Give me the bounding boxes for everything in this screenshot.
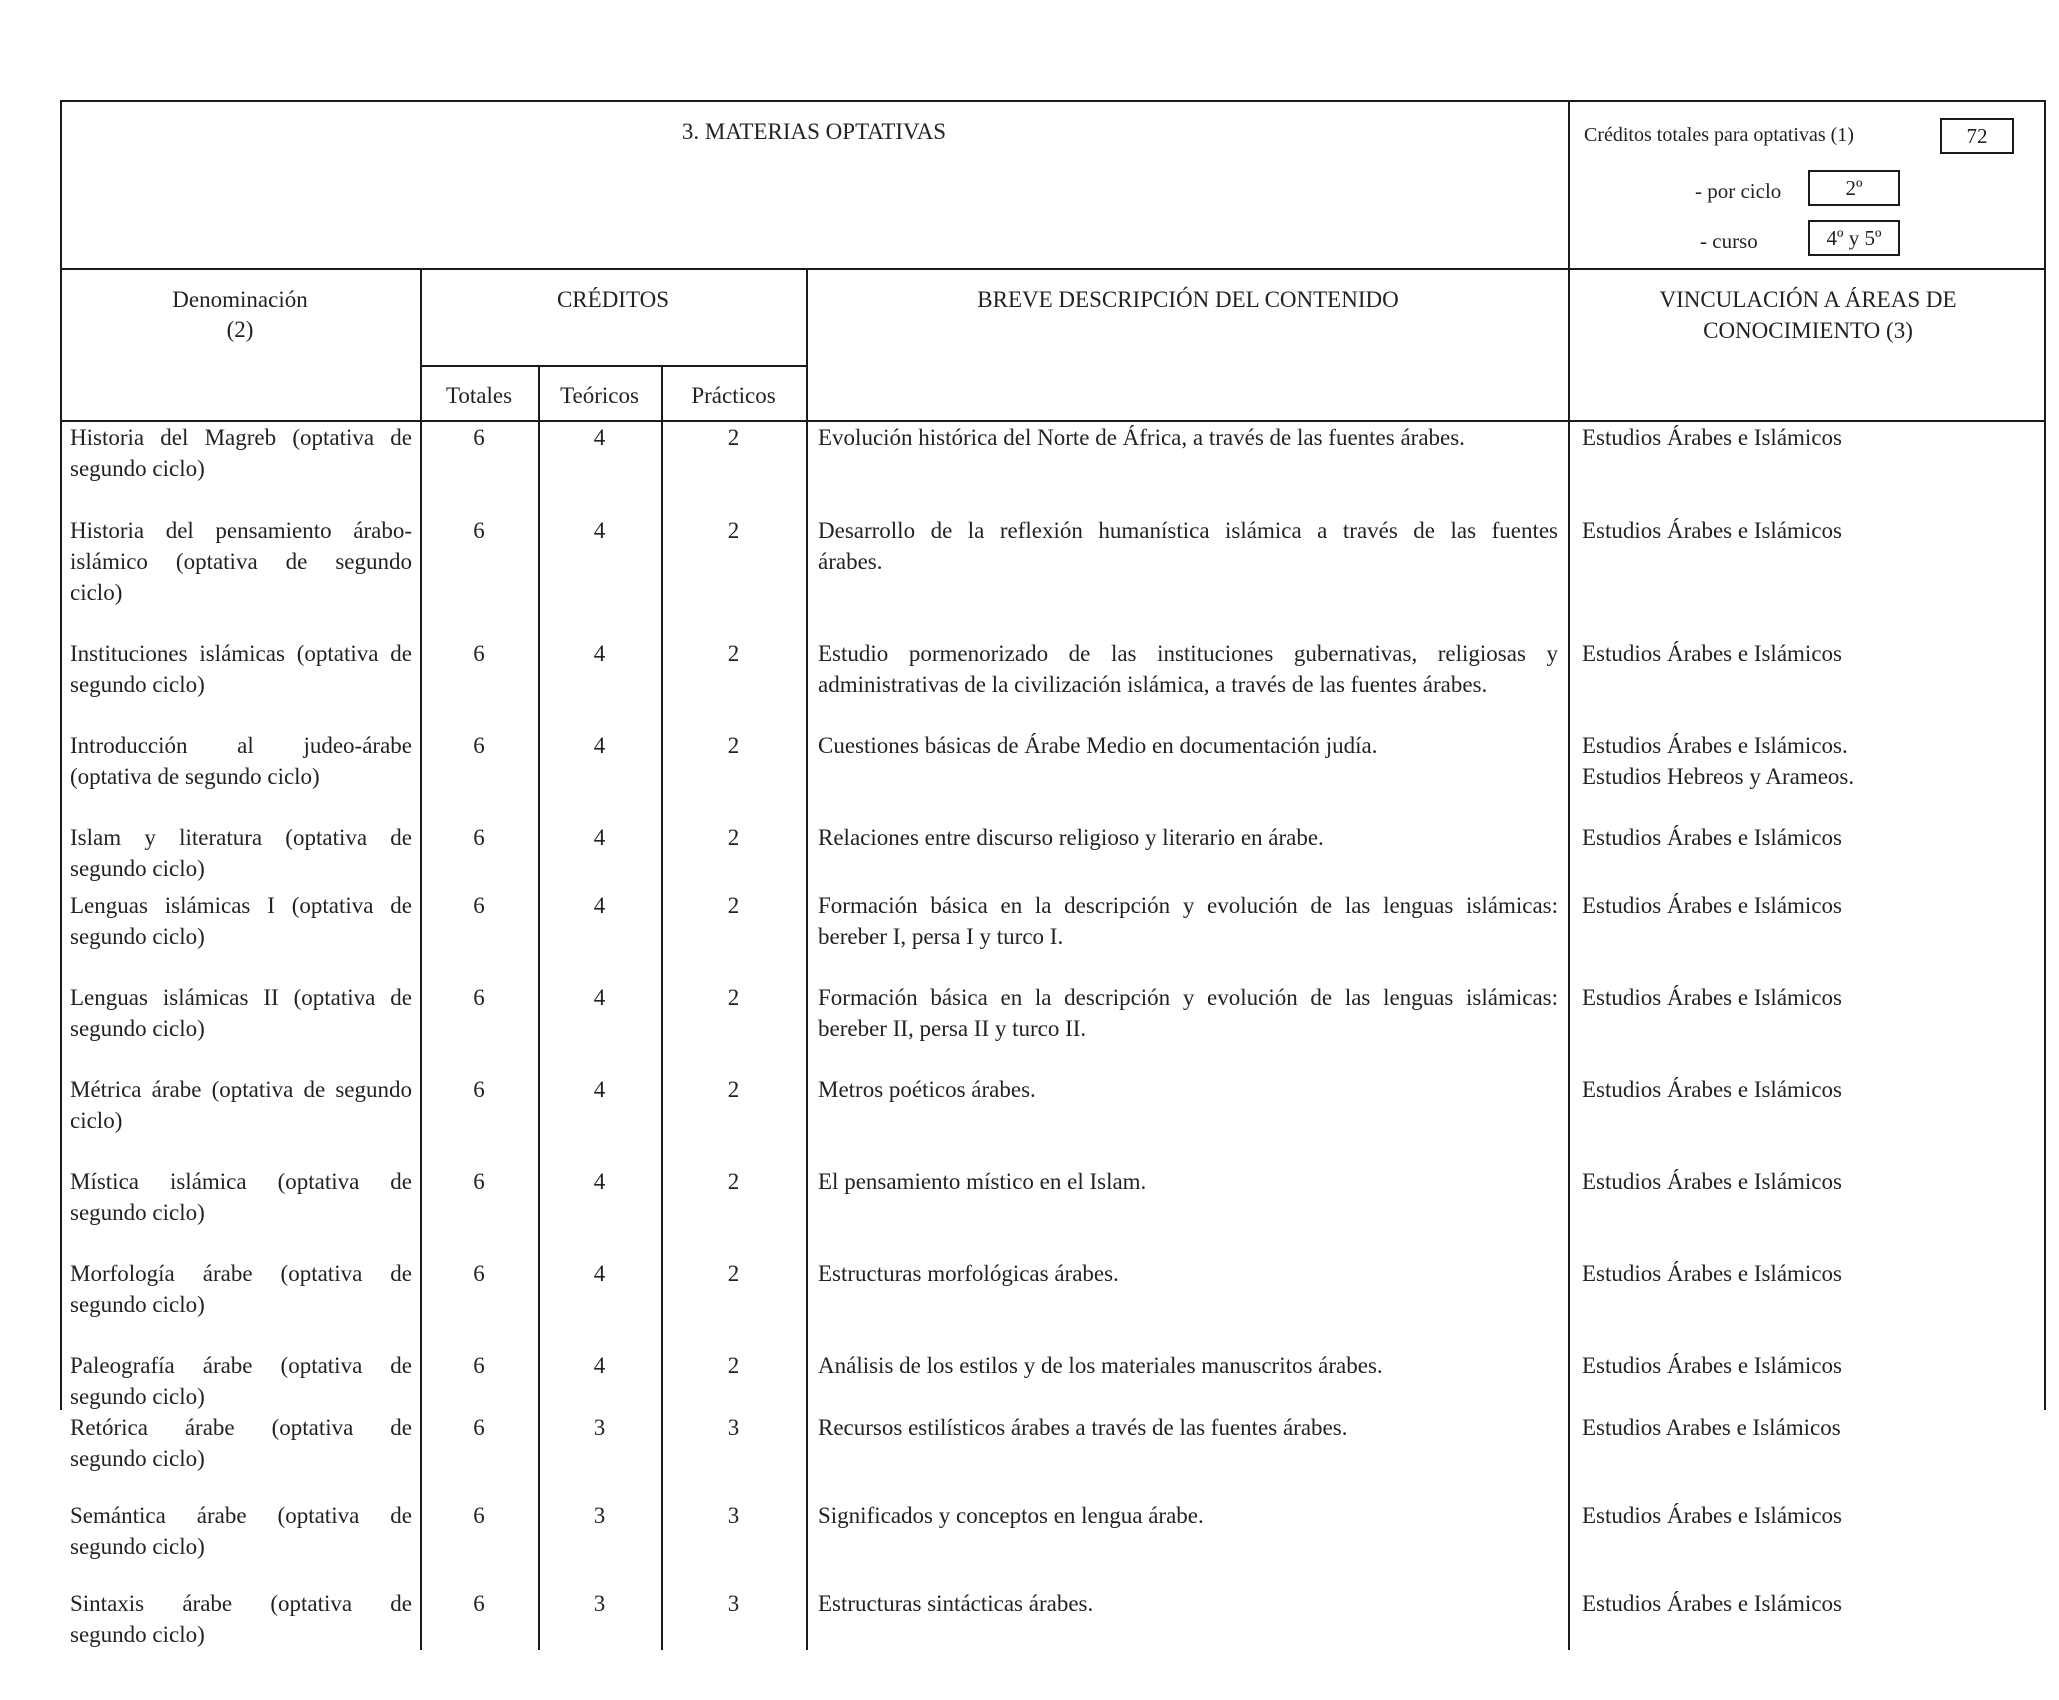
col-practicos: Prácticos [691,383,776,408]
row-denominacion-line: Retórica árabe (optativa de [70,1415,412,1440]
row-denominacion-line: segundo ciclo) [70,1446,205,1471]
row-denominacion-line: Métrica árabe (optativa de segundo [70,1077,412,1102]
row-area-line: Estudios Hebreos y Arameos. [1582,764,1855,789]
row-area-line: Estudios Árabes e Islámicos [1582,1591,1842,1616]
ciclo-value: 2º [1808,170,1900,206]
row-totales: 6 [473,985,485,1010]
row-teoricos: 4 [593,518,606,543]
row-area [1582,982,2032,1013]
row-denominacion-line: segundo ciclo) [70,1016,205,1041]
row-denominacion-line: Semántica árabe (optativa de [70,1503,412,1528]
row-area [1582,822,2032,853]
row-teoricos: 3 [593,1503,606,1528]
row-practicos: 3 [727,1591,740,1616]
row-descripcion-line: Estudio pormenorizado de las instituciones gubernativas, religiosas y [818,641,1558,666]
row-denominacion-line: Historia del pensamiento árabo- [70,518,412,543]
row-denominacion-line: segundo ciclo) [70,856,205,881]
subheader-divider [420,365,808,367]
row-descripcion-line: El pensamiento místico en el Islam. [818,1169,1147,1194]
row-totales: 6 [473,425,485,450]
row-practicos: 3 [727,1503,740,1528]
row-descripcion-line: árabes. [818,549,883,574]
row-descripcion [818,1166,1558,1197]
section-title: 3. MATERIAS OPTATIVAS [681,119,947,144]
row-area [1582,422,2032,453]
row-area-line: Estudios Árabes e Islámicos. [1582,733,1848,758]
row-area-line: Estudios Árabes e Islámicos [1582,425,1842,450]
col-denominacion-note: (2) [226,317,254,342]
row-denominacion [70,422,412,484]
row-practicos: 2 [727,825,740,850]
row-descripcion [818,1258,1558,1289]
row-denominacion-line: segundo ciclo) [70,672,205,697]
row-practicos: 2 [727,518,740,543]
row-teoricos: 3 [593,1415,606,1440]
row-denominacion-line: segundo ciclo) [70,1622,205,1647]
row-totales: 6 [473,1503,485,1528]
row-totales: 6 [473,518,485,543]
row-practicos: 3 [727,1415,740,1440]
row-denominacion-line: Morfología árabe (optativa de [70,1261,412,1286]
col-denominacion: Denominación [172,287,308,312]
row-denominacion-line: Paleografía árabe (optativa de [70,1353,412,1378]
credits-total-value: 72 [1940,118,2014,154]
row-totales: 6 [473,1591,485,1616]
row-descripcion-line: Análisis de los estilos y de los materiales manuscritos árabes. [818,1353,1383,1378]
row-teoricos: 4 [593,1169,606,1194]
row-teoricos: 4 [593,733,606,758]
row-practicos: 2 [727,641,740,666]
row-practicos: 2 [727,893,740,918]
row-denominacion-line: Lenguas islámicas I (optativa de [70,893,412,918]
row-teoricos: 4 [593,985,606,1010]
row-area [1582,1350,2032,1381]
row-area-line: Estudios Árabes e Islámicos [1582,985,1842,1010]
row-area-line: Estudios Árabes e Islámicos [1582,518,1842,543]
row-area [1582,1258,2032,1289]
row-denominacion [70,1350,412,1412]
row-descripcion-line: Relaciones entre discurso religioso y literario en árabe. [818,825,1324,850]
curso-label: - curso [1700,229,1758,253]
row-denominacion-line: (optativa de segundo ciclo) [70,764,320,789]
row-denominacion-line: ciclo) [70,580,123,605]
row-denominacion [70,1500,412,1562]
ciclo-label: - por ciclo [1695,179,1782,203]
col-creditos: CRÉDITOS [556,287,670,312]
row-totales: 6 [473,641,485,666]
row-descripcion-line: Estructuras morfológicas árabes. [818,1261,1119,1286]
row-totales: 6 [473,825,485,850]
row-denominacion [70,638,412,700]
row-descripcion-line: Evolución histórica del Norte de África, a través de las fuentes árabes. [818,425,1465,450]
row-totales: 6 [473,1169,485,1194]
row-area-line: Estudios Árabes e Islámicos [1582,1353,1842,1378]
row-totales: 6 [473,1353,485,1378]
divider-practicos [806,268,808,1650]
top-border [60,100,2046,102]
row-teoricos: 4 [593,1261,606,1286]
row-teoricos: 4 [593,825,606,850]
row-area [1582,890,2032,921]
row-denominacion-line: Sintaxis árabe (optativa de [70,1591,412,1616]
row-descripcion [818,822,1558,853]
row-area [1582,1500,2032,1531]
row-descripcion-line: Formación básica en la descripción y evolución de las lenguas islámicas: [818,893,1558,918]
row-descripcion [818,422,1558,453]
row-descripcion-line: Recursos estilísticos árabes a través de las fuentes árabes. [818,1415,1348,1440]
row-denominacion-line: ciclo) [70,1108,123,1133]
row-area [1582,730,2032,792]
row-descripcion [818,1588,1558,1619]
row-teoricos: 4 [593,893,606,918]
row-denominacion [70,1588,412,1650]
row-descripcion-line: Significados y conceptos en lengua árabe. [818,1503,1204,1528]
row-totales: 6 [473,733,485,758]
row-totales: 6 [473,893,485,918]
row-denominacion [70,1258,412,1320]
row-descripcion [818,638,1558,700]
row-area [1582,638,2032,669]
row-descripcion [818,1074,1558,1105]
row-area-line: Estudios Árabes e Islámicos [1582,825,1842,850]
row-denominacion-line: Lenguas islámicas II (optativa de [70,985,412,1010]
row-practicos: 2 [727,1261,740,1286]
row-denominacion [70,982,412,1044]
col-totales: Totales [445,383,513,408]
row-denominacion [70,890,412,952]
row-teoricos: 4 [593,1077,606,1102]
row-descripcion [818,515,1558,577]
row-area [1582,515,2032,546]
row-denominacion-line: segundo ciclo) [70,924,205,949]
row-denominacion [70,822,412,884]
row-descripcion [818,730,1558,761]
row-practicos: 2 [727,1077,740,1102]
row-area [1582,1074,2032,1105]
row-teoricos: 4 [593,1353,606,1378]
row-descripcion-line: Cuestiones básicas de Árabe Medio en documentación judía. [818,733,1378,758]
row-denominacion-line: segundo ciclo) [70,456,205,481]
row-descripcion-line: Metros poéticos árabes. [818,1077,1036,1102]
row-area-line: Estudios Árabes e Islámicos [1582,641,1842,666]
row-area-line: Estudios Árabes e Islámicos [1582,1077,1842,1102]
row-practicos: 2 [727,1169,740,1194]
credits-total-label: Créditos totales para optativas (1) [1584,124,1854,146]
row-denominacion [70,515,412,608]
row-descripcion [818,1412,1558,1443]
row-descripcion [818,982,1558,1044]
row-descripcion-line: Desarrollo de la reflexión humanística islámica a través de las fuentes [818,518,1558,543]
row-area [1582,1412,2032,1443]
row-denominacion [70,730,412,792]
row-denominacion-line: segundo ciclo) [70,1200,205,1225]
row-descripcion-line: administrativas de la civilización islámica, a través de las fuentes árabes. [818,672,1488,697]
row-denominacion-line: Islam y literatura (optativa de [70,825,412,850]
row-descripcion-line: Estructuras sintácticas árabes. [818,1591,1094,1616]
col-teoricos: Teóricos [560,383,639,408]
row-denominacion-line: Mística islámica (optativa de [70,1169,412,1194]
row-practicos: 2 [727,425,740,450]
row-descripcion-line: bereber I, persa I y turco I. [818,924,1064,949]
row-practicos: 2 [727,733,740,758]
row-area [1582,1166,2032,1197]
row-denominacion-line: segundo ciclo) [70,1384,205,1409]
col-vinculacion: VINCULACIÓN A ÁREAS DE CONOCIMIENTO (3) [1659,287,1957,343]
optativas-table [60,100,2046,1650]
row-denominacion-line: segundo ciclo) [70,1292,205,1317]
row-totales: 6 [473,1077,485,1102]
row-area-line: Estudios Árabes e Islámicos [1582,1261,1842,1286]
header-bottom-border [60,268,2046,270]
row-area-line: Estudios Árabes e Islámicos [1582,1169,1842,1194]
row-denominacion [70,1412,412,1474]
row-area-line: Estudios Árabes e Islámicos [1582,893,1842,918]
row-practicos: 2 [727,985,740,1010]
row-totales: 6 [473,1261,485,1286]
col-descripcion: BREVE DESCRIPCIÓN DEL CONTENIDO [977,287,1399,312]
row-totales: 6 [473,1415,485,1440]
row-descripcion-line: Formación básica en la descripción y evolución de las lenguas islámicas: [818,985,1558,1010]
row-descripcion [818,890,1558,952]
row-descripcion [818,1500,1558,1531]
row-descripcion [818,1350,1558,1381]
row-teoricos: 4 [593,425,606,450]
curso-value: 4º y 5º [1808,220,1900,256]
row-denominacion [70,1166,412,1228]
row-denominacion-line: Introducción al judeo-árabe [70,733,412,758]
row-teoricos: 4 [593,641,606,666]
row-descripcion-line: bereber II, persa II y turco II. [818,1016,1087,1041]
row-area-line: Estudios Árabes e Islámicos [1582,1503,1842,1528]
row-denominacion [70,1074,412,1136]
row-practicos: 2 [727,1353,740,1378]
row-denominacion-line: islámico (optativa de segundo [70,549,412,574]
row-denominacion-line: segundo ciclo) [70,1534,205,1559]
row-area [1582,1588,2032,1619]
row-denominacion-line: Historia del Magreb (optativa de [70,425,412,450]
row-teoricos: 3 [593,1591,606,1616]
row-area-line: Estudios Arabes e Islámicos [1582,1415,1841,1440]
row-denominacion-line: Instituciones islámicas (optativa de [70,641,412,666]
